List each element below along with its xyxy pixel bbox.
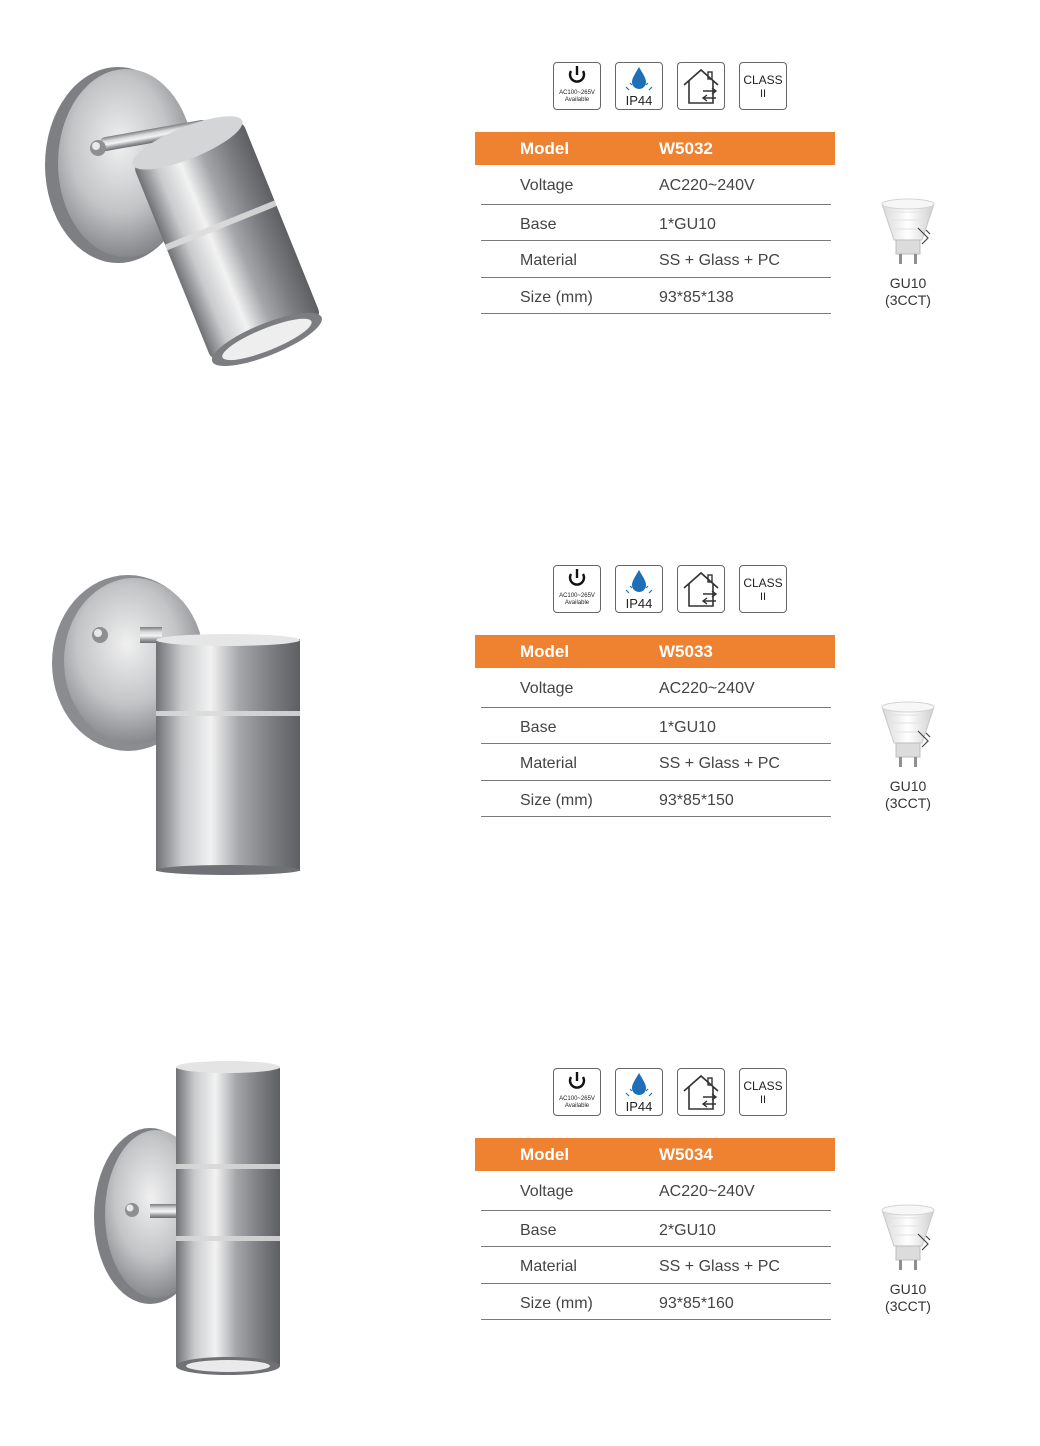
power-icon xyxy=(553,1068,601,1116)
spec-value: AC220~240V xyxy=(659,177,755,194)
class-label: CLASS xyxy=(743,1079,783,1093)
power-icon-text: AC100~265V Available xyxy=(559,1096,595,1109)
class-ii-icon xyxy=(739,62,787,110)
spec-key: Base xyxy=(520,718,557,736)
spec-key: Base xyxy=(520,1221,557,1239)
spec-key: Material xyxy=(520,252,577,269)
spec-value: SS + Glass + PC xyxy=(659,1258,780,1275)
spec-value: AC220~240V xyxy=(659,1183,755,1200)
water-drop-icon xyxy=(615,565,663,613)
class-ii-icon xyxy=(739,1068,787,1116)
spec-header xyxy=(475,635,835,668)
product-section-w5033 xyxy=(0,503,1040,943)
indoor-outdoor-icon xyxy=(677,565,725,613)
spec-value: 93*85*160 xyxy=(659,1294,734,1312)
water-drop-icon xyxy=(615,62,663,110)
spec-value: SS + Glass + PC xyxy=(659,252,780,269)
spec-header-value: W5034 xyxy=(659,1145,713,1164)
spec-value: 93*85*150 xyxy=(659,791,734,809)
ip-rating-label: IP44 xyxy=(625,1099,653,1114)
spec-key: Voltage xyxy=(520,1183,574,1200)
spec-value: SS + Glass + PC xyxy=(659,755,780,772)
spec-row xyxy=(481,165,831,205)
ip-rating-label: IP44 xyxy=(625,596,653,611)
bulb-label: GU10 (3CCT) xyxy=(885,1281,931,1314)
power-icon-text: AC100~265V Available xyxy=(559,593,595,606)
spec-row xyxy=(481,241,831,278)
power-icon xyxy=(553,62,601,110)
certification-icons xyxy=(553,565,793,617)
spec-header-value: W5032 xyxy=(659,139,713,158)
bulb-label: GU10 (3CCT) xyxy=(885,275,931,308)
spec-value: 1*GU10 xyxy=(659,718,716,736)
spec-key: Voltage xyxy=(520,680,574,697)
product-section-w5034 xyxy=(0,1006,1040,1446)
spec-value: 1*GU10 xyxy=(659,215,716,233)
spec-header-value: W5033 xyxy=(659,642,713,661)
gu10-bulb xyxy=(870,198,946,318)
lamp-image-w5033 xyxy=(30,543,390,883)
spec-key: Voltage xyxy=(520,177,574,194)
power-icon xyxy=(553,565,601,613)
ip-rating-label: IP44 xyxy=(625,93,653,108)
spec-key: Size (mm) xyxy=(520,288,593,306)
spec-header xyxy=(475,132,835,165)
spec-value: AC220~240V xyxy=(659,680,755,697)
lamp-image-w5032 xyxy=(30,40,390,380)
spec-value: 93*85*138 xyxy=(659,288,734,306)
spec-header-key: Model xyxy=(520,139,570,158)
spec-row xyxy=(481,205,831,242)
class-ii-icon xyxy=(739,565,787,613)
spec-row xyxy=(481,708,831,745)
class-number: II xyxy=(759,88,767,100)
product-section-w5032 xyxy=(0,0,1040,440)
spec-key: Material xyxy=(520,755,577,772)
spec-row xyxy=(481,781,831,818)
class-number: II xyxy=(759,1094,767,1106)
spec-table-w5034 xyxy=(475,1138,835,1320)
spec-header xyxy=(475,1138,835,1171)
class-label: CLASS xyxy=(743,576,783,590)
spec-row xyxy=(481,278,831,315)
power-icon-text: AC100~265V Available xyxy=(559,90,595,103)
spec-header-key: Model xyxy=(520,642,570,661)
spec-key: Size (mm) xyxy=(520,1294,593,1312)
spec-row xyxy=(481,1247,831,1284)
gu10-bulb xyxy=(870,701,946,821)
spec-row xyxy=(481,1284,831,1321)
bulb-label: GU10 (3CCT) xyxy=(885,778,931,811)
certification-icons xyxy=(553,62,793,114)
spec-row xyxy=(481,1171,831,1211)
spec-row xyxy=(481,744,831,781)
class-label: CLASS xyxy=(743,73,783,87)
spec-key: Base xyxy=(520,215,557,233)
spec-key: Material xyxy=(520,1258,577,1275)
spec-key: Size (mm) xyxy=(520,791,593,809)
spec-header-key: Model xyxy=(520,1145,570,1164)
bulb-icon xyxy=(876,198,940,270)
bulb-icon xyxy=(876,701,940,773)
spec-table-w5032 xyxy=(475,132,835,314)
lamp-image-w5034 xyxy=(30,1046,390,1386)
gu10-bulb xyxy=(870,1204,946,1324)
spec-table-w5033 xyxy=(475,635,835,817)
water-drop-icon xyxy=(615,1068,663,1116)
certification-icons xyxy=(553,1068,793,1120)
indoor-outdoor-icon xyxy=(677,1068,725,1116)
spec-row xyxy=(481,668,831,708)
spec-value: 2*GU10 xyxy=(659,1221,716,1239)
spec-row xyxy=(481,1211,831,1248)
indoor-outdoor-icon xyxy=(677,62,725,110)
bulb-icon xyxy=(876,1204,940,1276)
class-number: II xyxy=(759,591,767,603)
